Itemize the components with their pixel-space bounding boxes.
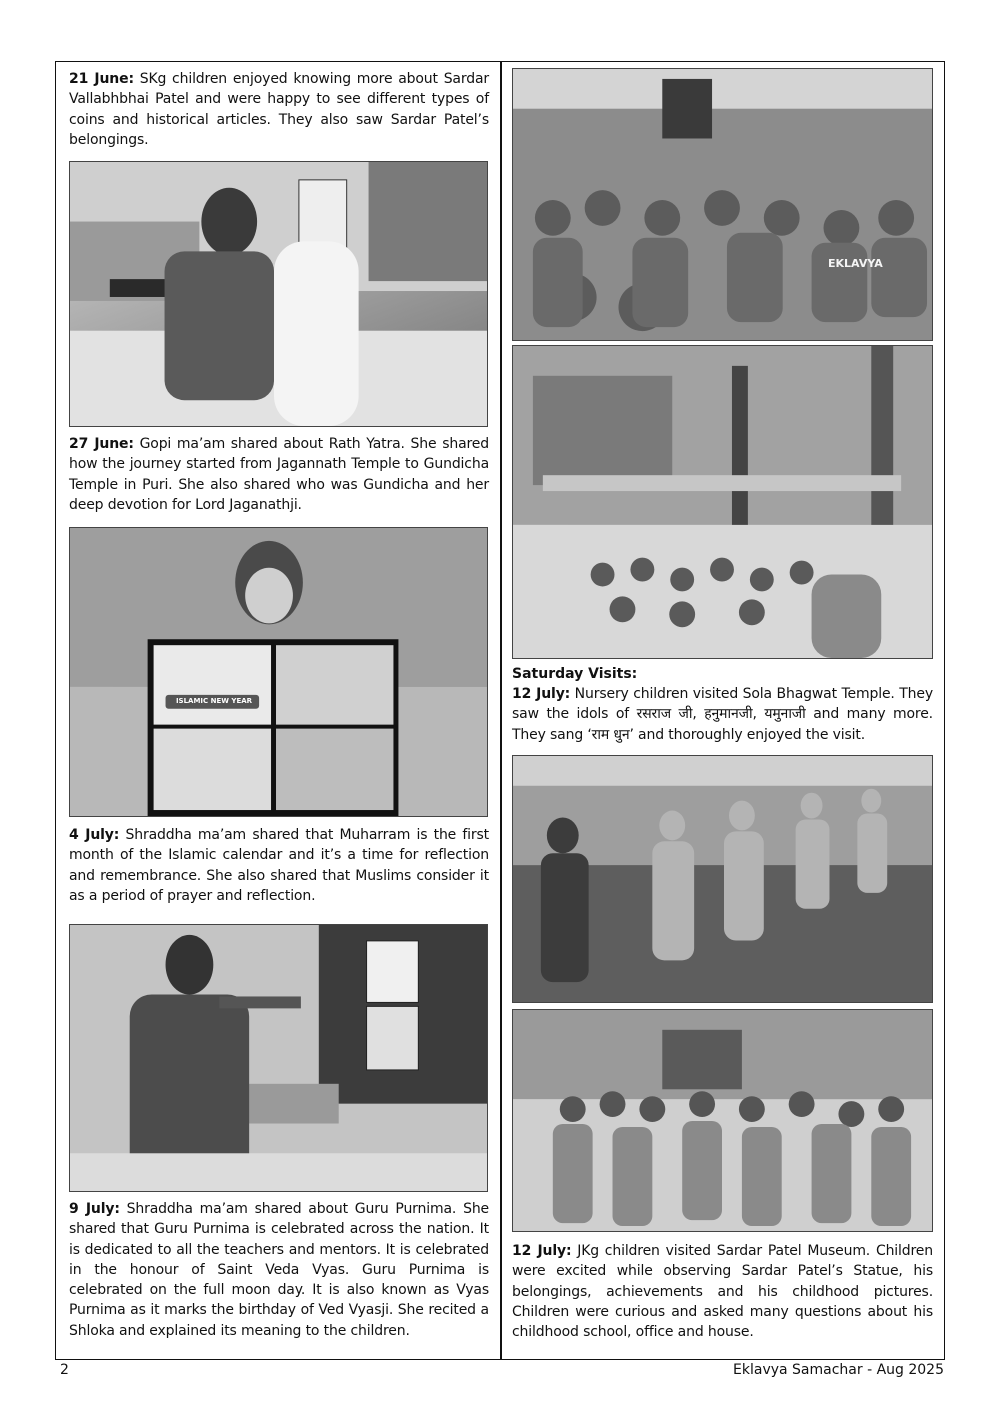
photo-temple-courtyard bbox=[512, 345, 933, 659]
entry-21-june: 21 June: SKg children enjoyed knowing more about Sardar Vallabhbhai Patel and were happy to see different types of coins and historical articles. They also saw Sardar Patel’s belongings. bbox=[69, 71, 489, 148]
entry-27-june: 27 June: Gopi ma’am shared about Rath Yatra. She shared how the journey started from Jagannath Temple to Gundicha Temple in Puri. She also shared who was Gundicha and her deep devotion for Lord Jaganathji. bbox=[69, 436, 489, 513]
publication-name: Eklavya Samachar - Aug 2025 bbox=[733, 1362, 944, 1378]
photo-sardar-patel-presentation bbox=[69, 161, 488, 427]
entry-4-july: 4 July: Shraddha ma’am shared that Muharram is the first month of the Islamic calendar and it’s a time for reflection and remembrance. She also shared that Muslims consider it as a period of prayer and reflection. bbox=[69, 827, 490, 904]
entry-9-july: 9 July: Shraddha ma’am shared about Guru Purnima. She shared that Guru Purnima is celebrated across the nation. It is dedicated to all the teachers and mentors. It is celebrated in the honour of Saint Veda Vyas. Guru Purnima is celebrated on the full moon day. It is also known as Vyas Purnima as it marks the birthday of Ved Vyasji. She recited a Shloka and explained its meaning to the children. bbox=[69, 1201, 490, 1339]
islamic-new-year-card-text: ISLAMIC NEW YEAR bbox=[175, 697, 253, 705]
entry-12-july-jkg: 12 July: JKg children visited Sardar Patel Museum. Children were excited while observing Sardar Patel’s Statue, his belongings, achievements and his childhood pictures. Children were curious and asked many questions about his childhood school, office and house. bbox=[512, 1243, 933, 1341]
tshirt-print: EKLAVYA bbox=[828, 257, 883, 270]
entry-12-july-nursery: 12 July: Nursery children visited Sola Bhagwat Temple. They saw the idols of रसराज जी, हनुमानजी, यमुनाजी and many more. They sang ‘राम धुन’ and thoroughly enjoyed the visit. bbox=[512, 686, 933, 743]
photo-guru-purnima bbox=[69, 924, 488, 1192]
photo-islamic-new-year bbox=[69, 527, 488, 817]
photo-children-walking bbox=[512, 755, 933, 1003]
column-divider bbox=[500, 61, 502, 1360]
saturday-visits-heading: Saturday Visits: bbox=[512, 666, 638, 682]
page-number: 2 bbox=[60, 1362, 69, 1378]
photo-children-seated-gathering bbox=[512, 68, 933, 341]
photo-sardar-patel-museum bbox=[512, 1009, 933, 1232]
